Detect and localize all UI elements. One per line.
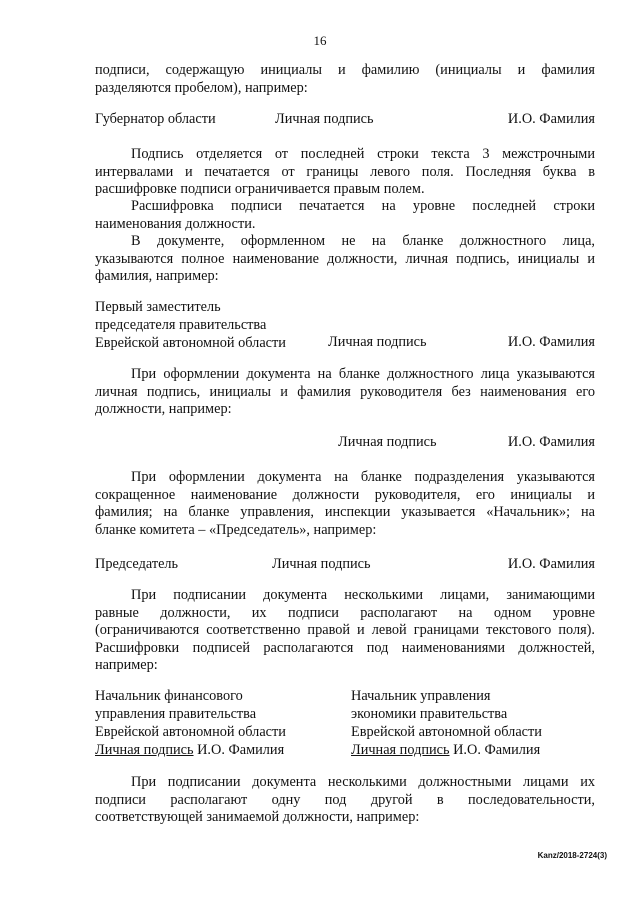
text-line: фамилия; на бланке управления, инспекции указывается «Начальник»; на bbox=[95, 504, 595, 520]
signature-example-5-right bbox=[351, 687, 542, 759]
paragraph-3 bbox=[95, 198, 595, 233]
text-line: При оформлении документа на бланке должностного лица указываются bbox=[131, 366, 595, 382]
text-line: подписи располагают одну под другой в последовательности, bbox=[95, 791, 595, 808]
signer-name: И.О. Фамилия bbox=[507, 434, 595, 450]
position-line: Начальник управления bbox=[351, 688, 491, 704]
text-line: равные должности, их подписи располагают на одном уровне bbox=[95, 604, 595, 621]
signature-line bbox=[95, 741, 286, 759]
signature-placeholder: Личная подпись bbox=[338, 434, 437, 450]
position-title: Губернатор области bbox=[95, 111, 216, 127]
signature-placeholder: Личная подпись bbox=[351, 742, 450, 758]
position-line: Еврейской автономной области bbox=[95, 724, 286, 740]
signature-placeholder: Личная подпись bbox=[272, 556, 371, 572]
text-line: интервалами и печатается от границы левого поля. Последняя буква в bbox=[95, 163, 595, 180]
text-line: Расшифровка подписи печатается на уровне последней строки bbox=[131, 198, 595, 214]
signer-name: И.О. Фамилия bbox=[507, 334, 595, 350]
text-line: должности, например: bbox=[95, 401, 232, 417]
text-line: При подписании документа несколькими должностными лицами их bbox=[131, 774, 595, 790]
position-line: Еврейской автономной области bbox=[351, 724, 542, 740]
text-line: наименования должности. bbox=[95, 215, 256, 232]
position-line: управления правительства bbox=[95, 706, 257, 722]
paragraph-8 bbox=[95, 774, 595, 827]
text-line: сокращенное наименование должности руководителя, его инициалы и bbox=[95, 486, 595, 503]
paragraph-7 bbox=[95, 587, 595, 675]
text-line: Расшифровки подписей располагаются под наименованиями должностей, bbox=[95, 639, 595, 656]
text-line: например: bbox=[95, 657, 158, 673]
page-number: 16 bbox=[313, 33, 327, 48]
paragraph-5 bbox=[95, 366, 595, 419]
signature-example-1 bbox=[95, 111, 595, 129]
signature-placeholder: Личная подпись bbox=[95, 742, 194, 758]
text-line: подписи, содержащую инициалы и фамилию (инициалы и фамилия bbox=[95, 62, 595, 78]
footer-code: Kanz/2018-2724(3) bbox=[537, 851, 607, 860]
position-line: Первый заместитель bbox=[95, 299, 221, 315]
paragraph-1 bbox=[95, 62, 595, 97]
text-line: (ограничиваются соответственно правой и левой границами текстового поля). bbox=[95, 622, 595, 638]
signature-example-4 bbox=[95, 556, 595, 574]
paragraph-4 bbox=[95, 233, 595, 286]
signature-line bbox=[351, 741, 542, 759]
signature-placeholder: Личная подпись bbox=[328, 334, 427, 350]
signature-example-3 bbox=[95, 434, 595, 452]
text-line: личная подпись, инициалы и фамилия руководителя без наименования его bbox=[95, 383, 595, 400]
signature-example-2 bbox=[95, 334, 595, 352]
text-line: При оформлении документа на бланке подразделения указываются bbox=[131, 469, 595, 485]
text-line: бланке комитета – «Председатель», например: bbox=[95, 521, 377, 538]
signer-name: И.О. Фамилия bbox=[193, 742, 285, 758]
paragraph-2 bbox=[95, 146, 595, 199]
text-line: соответствующей занимаемой должности, например: bbox=[95, 809, 420, 825]
text-line: Подпись отделяется от последней строки текста 3 межстрочными bbox=[131, 146, 595, 162]
text-line: В документе, оформленном не на бланке должностного лица, bbox=[131, 233, 595, 249]
signer-name: И.О. Фамилия bbox=[507, 111, 595, 127]
signature-placeholder: Личная подпись bbox=[275, 111, 374, 127]
signer-name: И.О. Фамилия bbox=[507, 556, 595, 572]
signer-name: И.О. Фамилия bbox=[449, 742, 541, 758]
position-line: Начальник финансового bbox=[95, 688, 243, 704]
position-line: председателя правительства bbox=[95, 317, 267, 333]
position-title: Председатель bbox=[95, 556, 179, 572]
text-line: При подписании документа несколькими лицами, занимающими bbox=[131, 587, 595, 603]
text-line: расшифровке подписи ограничивается правым полем. bbox=[95, 181, 425, 197]
text-line: фамилия, например: bbox=[95, 268, 219, 284]
text-line: разделяются пробелом), например: bbox=[95, 79, 308, 96]
position-line: Еврейской автономной области bbox=[95, 335, 286, 351]
signature-example-5-left bbox=[95, 687, 286, 759]
paragraph-6 bbox=[95, 469, 595, 539]
text-line: указываются полное наименование должности, личная подпись, инициалы и bbox=[95, 250, 595, 267]
position-line: экономики правительства bbox=[351, 706, 508, 722]
